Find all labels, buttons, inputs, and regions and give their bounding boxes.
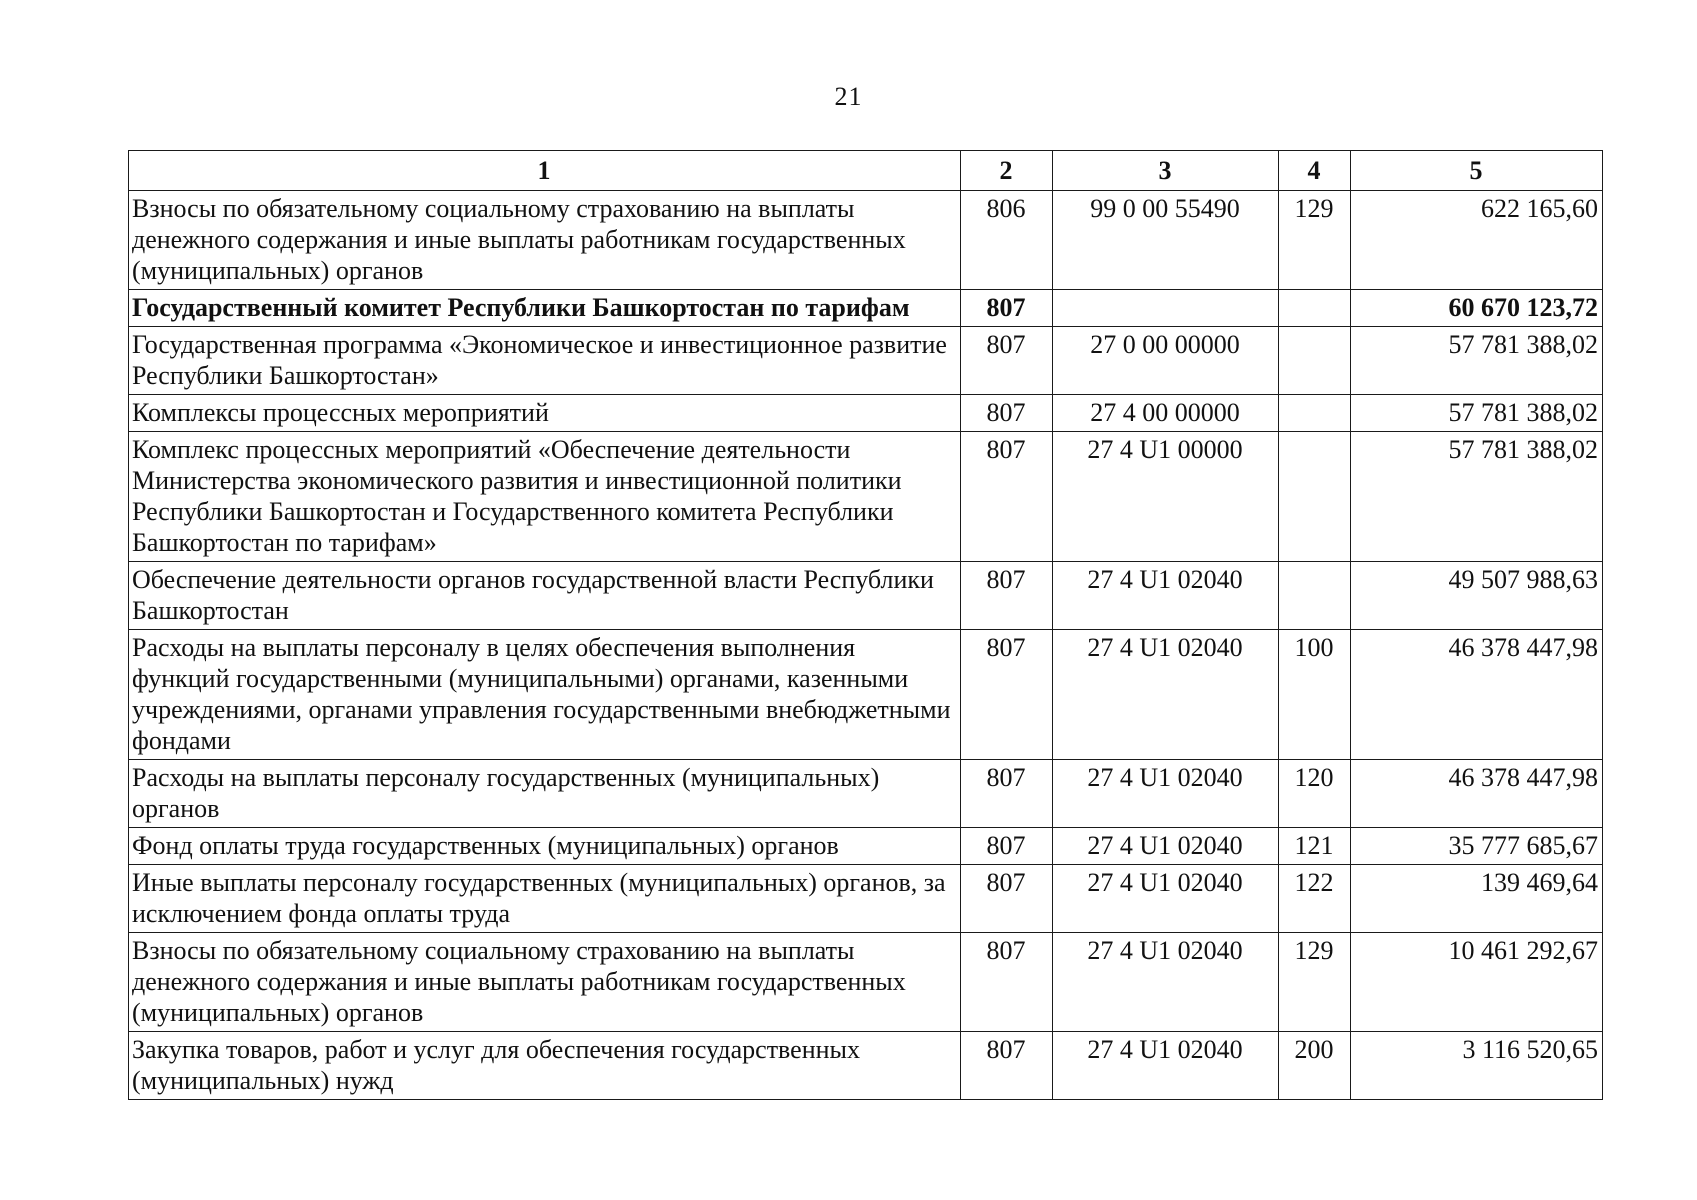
table-row bbox=[129, 562, 1603, 630]
row-name-cell: Взносы по обязательному социальному страхованию на выплаты денежного содержания и иные выплаты работникам государственных (муниципальных) органов bbox=[129, 933, 961, 1032]
row-target-code-cell: 27 4 U1 02040 bbox=[1053, 760, 1279, 828]
row-expense-type-cell: 200 bbox=[1279, 1032, 1351, 1100]
row-target-code-cell: 27 4 U1 02040 bbox=[1053, 562, 1279, 630]
table-row bbox=[129, 432, 1603, 562]
row-org-code-cell: 807 bbox=[961, 933, 1053, 1032]
row-expense-type-cell bbox=[1279, 562, 1351, 630]
table-row bbox=[129, 865, 1603, 933]
row-amount-cell: 46 378 447,98 bbox=[1351, 760, 1603, 828]
row-name-cell: Взносы по обязательному социальному страхованию на выплаты денежного содержания и иные выплаты работникам государственных (муниципальных) органов bbox=[129, 191, 961, 290]
row-amount-cell: 46 378 447,98 bbox=[1351, 630, 1603, 760]
row-org-code-cell: 807 bbox=[961, 760, 1053, 828]
row-org-code-cell: 807 bbox=[961, 865, 1053, 933]
row-org-code-cell: 807 bbox=[961, 562, 1053, 630]
row-expense-type-cell: 122 bbox=[1279, 865, 1351, 933]
table-row bbox=[129, 395, 1603, 432]
row-name-cell: Государственный комитет Республики Башкортостан по тарифам bbox=[129, 290, 961, 327]
row-amount-cell: 57 781 388,02 bbox=[1351, 327, 1603, 395]
row-org-code-cell: 807 bbox=[961, 630, 1053, 760]
table-row bbox=[129, 327, 1603, 395]
row-amount-cell: 35 777 685,67 bbox=[1351, 828, 1603, 865]
row-expense-type-cell bbox=[1279, 432, 1351, 562]
row-expense-type-cell bbox=[1279, 290, 1351, 327]
table-row bbox=[129, 630, 1603, 760]
row-org-code-cell: 807 bbox=[961, 1032, 1053, 1100]
row-expense-type-cell bbox=[1279, 327, 1351, 395]
header-col-3: 3 bbox=[1053, 151, 1279, 191]
table-header-row bbox=[129, 151, 1603, 191]
row-amount-cell: 60 670 123,72 bbox=[1351, 290, 1603, 327]
row-expense-type-cell bbox=[1279, 395, 1351, 432]
header-col-2: 2 bbox=[961, 151, 1053, 191]
table-row bbox=[129, 828, 1603, 865]
budget-table bbox=[128, 150, 1603, 1100]
row-target-code-cell: 27 0 00 00000 bbox=[1053, 327, 1279, 395]
header-col-5: 5 bbox=[1351, 151, 1603, 191]
row-target-code-cell: 27 4 U1 02040 bbox=[1053, 630, 1279, 760]
row-target-code-cell: 27 4 U1 02040 bbox=[1053, 828, 1279, 865]
table-row bbox=[129, 1032, 1603, 1100]
row-amount-cell: 622 165,60 bbox=[1351, 191, 1603, 290]
row-name-cell: Закупка товаров, работ и услуг для обеспечения государственных (муниципальных) нужд bbox=[129, 1032, 961, 1100]
row-name-cell: Расходы на выплаты персоналу в целях обеспечения выполнения функций государственными (муниципальными) органами, казенными учреждениями, органами управления государственными внебюджетными фондами bbox=[129, 630, 961, 760]
table-body bbox=[129, 191, 1603, 1100]
row-expense-type-cell: 129 bbox=[1279, 933, 1351, 1032]
header-col-1: 1 bbox=[129, 151, 961, 191]
row-name-cell: Иные выплаты персоналу государственных (муниципальных) органов, за исключением фонда оплаты труда bbox=[129, 865, 961, 933]
row-name-cell: Обеспечение деятельности органов государственной власти Республики Башкортостан bbox=[129, 562, 961, 630]
row-expense-type-cell: 100 bbox=[1279, 630, 1351, 760]
table-row bbox=[129, 290, 1603, 327]
row-target-code-cell bbox=[1053, 290, 1279, 327]
row-name-cell: Комплекс процессных мероприятий «Обеспечение деятельности Министерства экономического развития и инвестиционной политики Республики Башкортостан и Государственного комитета Республики Башкортостан по тарифам» bbox=[129, 432, 961, 562]
header-col-4: 4 bbox=[1279, 151, 1351, 191]
table-row bbox=[129, 760, 1603, 828]
table-row bbox=[129, 191, 1603, 290]
row-org-code-cell: 806 bbox=[961, 191, 1053, 290]
row-target-code-cell: 27 4 00 00000 bbox=[1053, 395, 1279, 432]
row-org-code-cell: 807 bbox=[961, 327, 1053, 395]
row-target-code-cell: 99 0 00 55490 bbox=[1053, 191, 1279, 290]
row-amount-cell: 57 781 388,02 bbox=[1351, 432, 1603, 562]
row-org-code-cell: 807 bbox=[961, 828, 1053, 865]
row-amount-cell: 3 116 520,65 bbox=[1351, 1032, 1603, 1100]
row-name-cell: Расходы на выплаты персоналу государственных (муниципальных) органов bbox=[129, 760, 961, 828]
row-target-code-cell: 27 4 U1 02040 bbox=[1053, 865, 1279, 933]
row-expense-type-cell: 120 bbox=[1279, 760, 1351, 828]
page-number: 21 bbox=[834, 82, 863, 111]
row-org-code-cell: 807 bbox=[961, 432, 1053, 562]
row-target-code-cell: 27 4 U1 00000 bbox=[1053, 432, 1279, 562]
row-name-cell: Комплексы процессных мероприятий bbox=[129, 395, 961, 432]
table-row bbox=[129, 933, 1603, 1032]
row-amount-cell: 57 781 388,02 bbox=[1351, 395, 1603, 432]
row-amount-cell: 49 507 988,63 bbox=[1351, 562, 1603, 630]
row-org-code-cell: 807 bbox=[961, 395, 1053, 432]
row-org-code-cell: 807 bbox=[961, 290, 1053, 327]
row-target-code-cell: 27 4 U1 02040 bbox=[1053, 933, 1279, 1032]
row-expense-type-cell: 129 bbox=[1279, 191, 1351, 290]
row-amount-cell: 139 469,64 bbox=[1351, 865, 1603, 933]
row-amount-cell: 10 461 292,67 bbox=[1351, 933, 1603, 1032]
row-name-cell: Государственная программа «Экономическое и инвестиционное развитие Республики Башкортостан» bbox=[129, 327, 961, 395]
row-expense-type-cell: 121 bbox=[1279, 828, 1351, 865]
row-name-cell: Фонд оплаты труда государственных (муниципальных) органов bbox=[129, 828, 961, 865]
row-target-code-cell: 27 4 U1 02040 bbox=[1053, 1032, 1279, 1100]
